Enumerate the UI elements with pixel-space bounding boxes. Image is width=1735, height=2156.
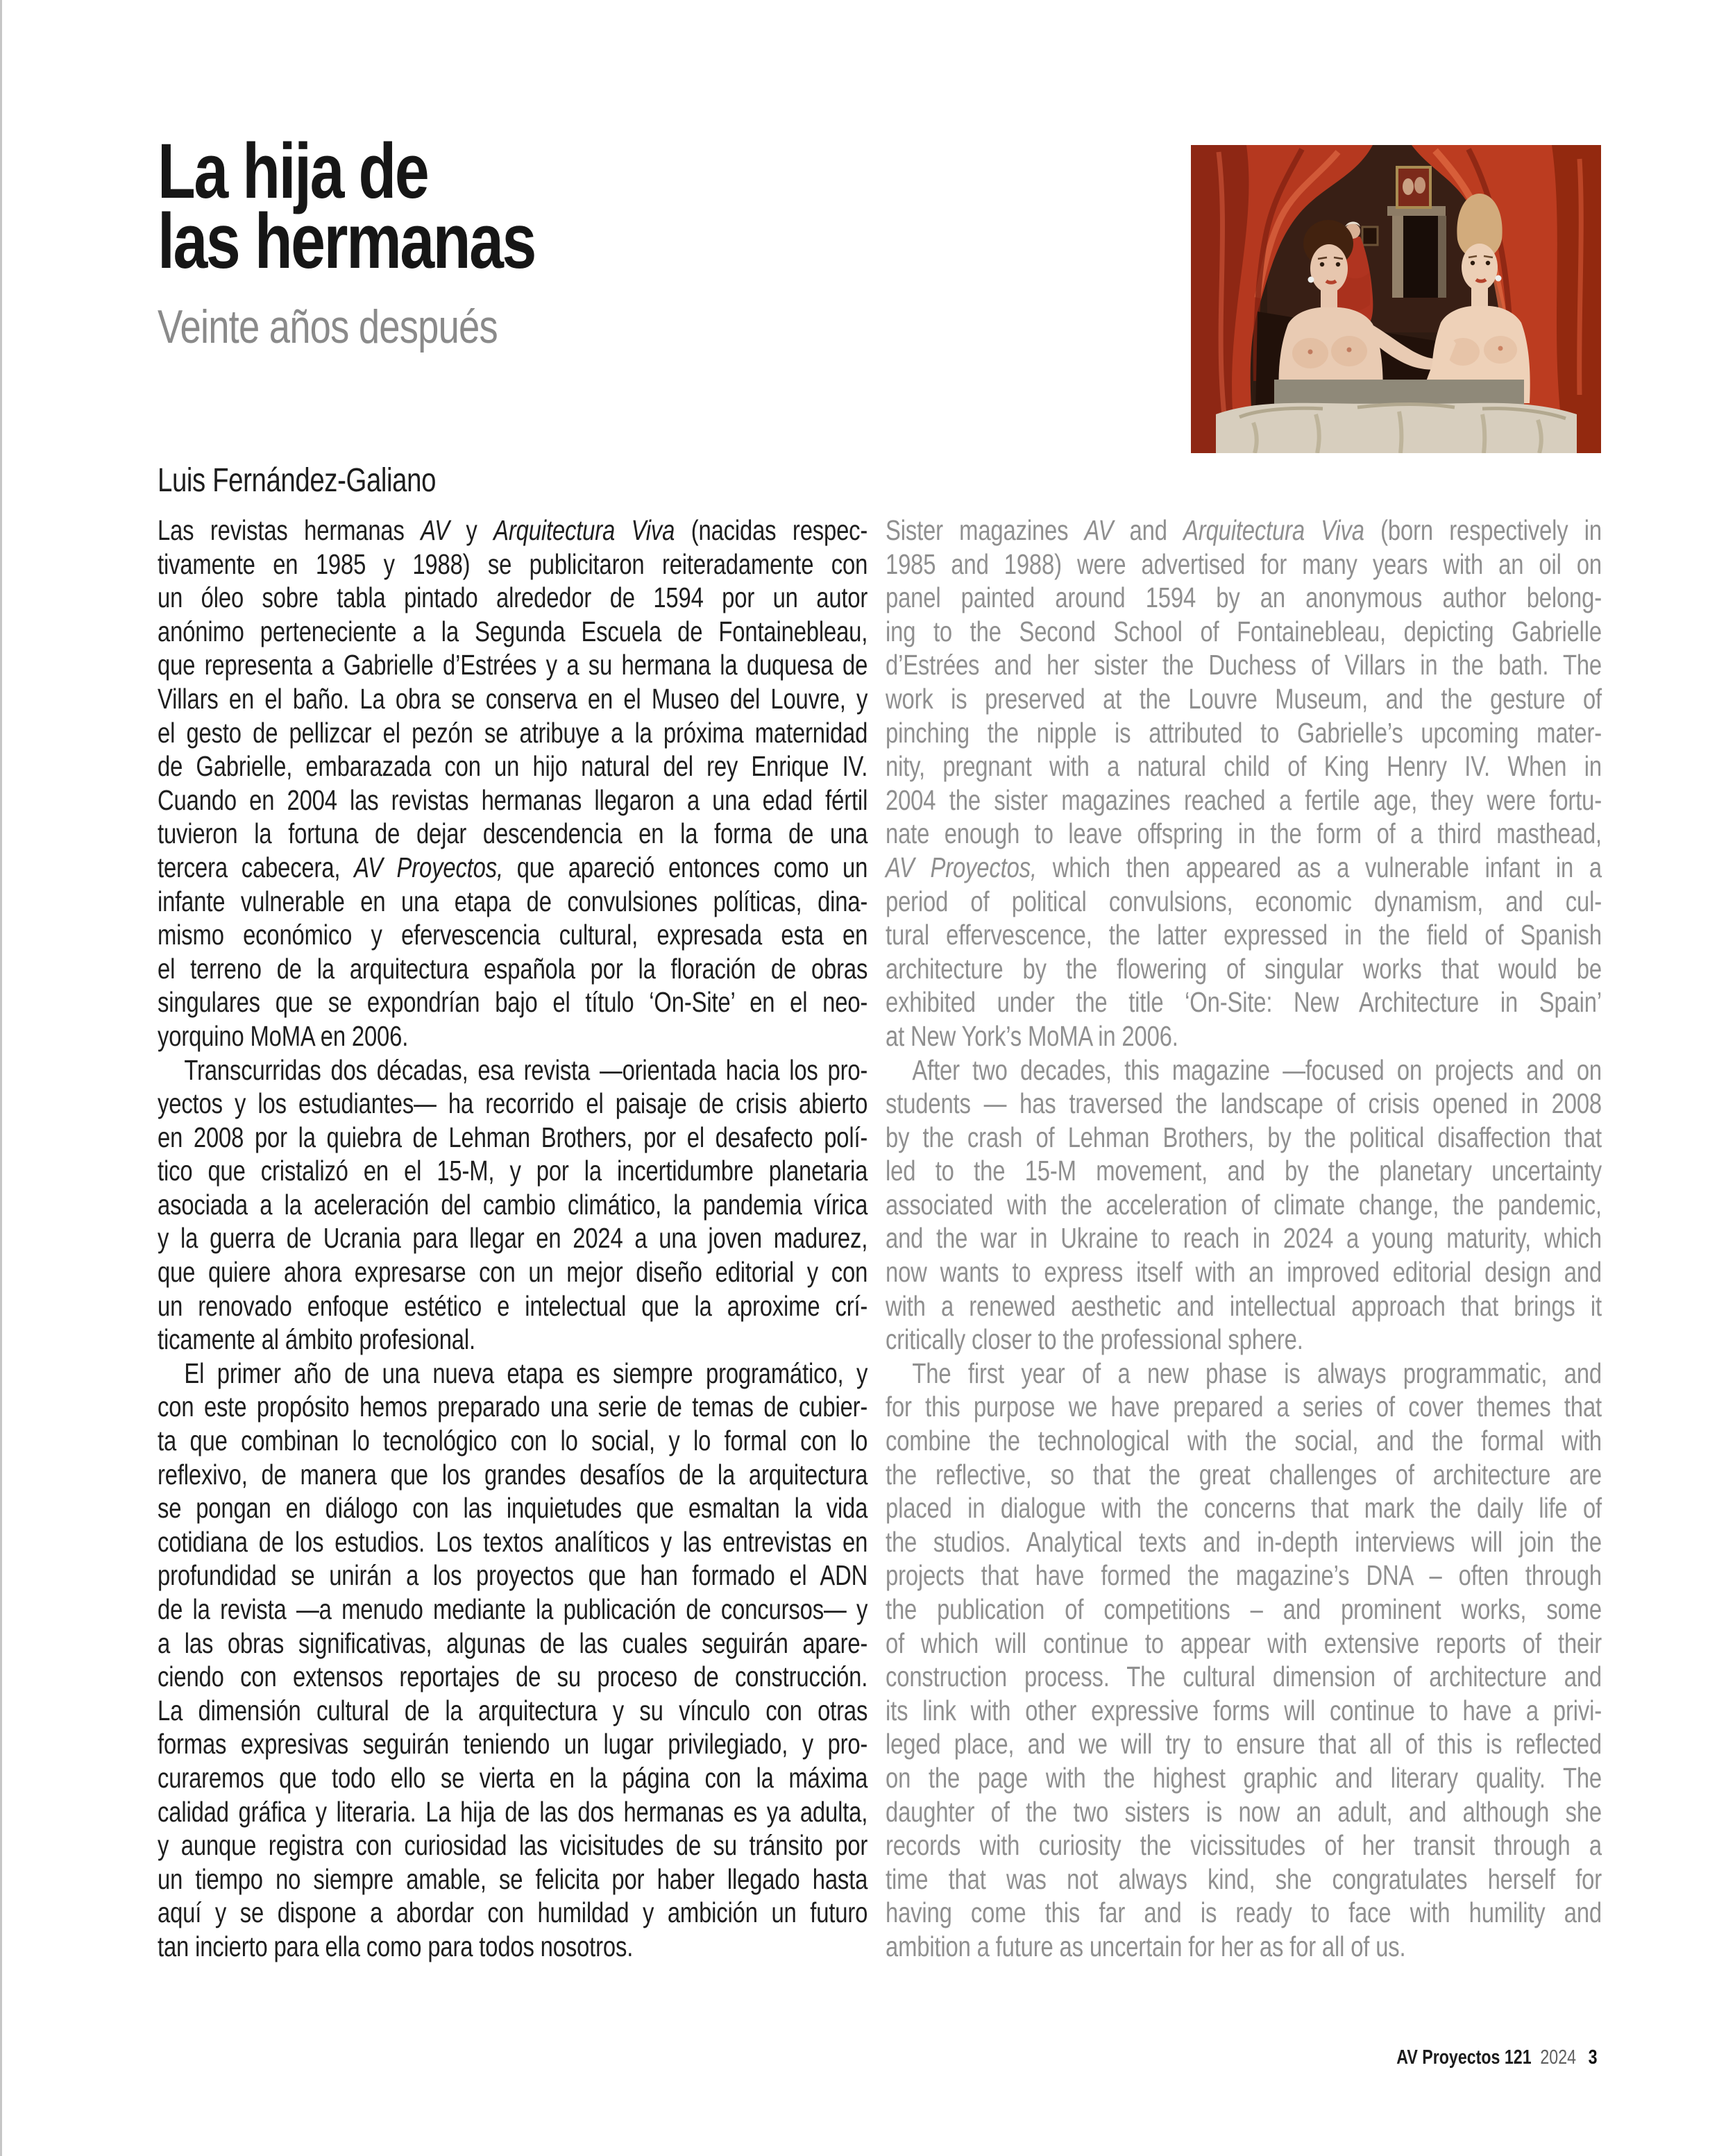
footer-magazine-issue: AV Proyectos 121 [1396,2046,1532,2069]
author-name: Luis Fernández-Galiano [158,462,437,499]
text-line: leged place, and we will try to ensure that all of this is reflected [886,1728,1602,1760]
text-line: ciendo con extensos reportajes de su proceso de construcción. [158,1661,868,1693]
text-line: ticamente al ámbito profesional. [158,1323,475,1356]
text-line: nate enough to leave offspring in the form of a third masthead, [886,817,1602,850]
text-line: 1985 and 1988) were advertised for many years with an oil on [886,548,1602,580]
article-subtitle: Veinte años después [158,300,498,353]
text-line: led to the 15-M movement, and by the planetary uncertainty [886,1155,1602,1187]
page-edge-line [0,0,2,2156]
text-line: with a renewed aesthetic and intellectual approach that brings it [886,1289,1602,1322]
text-line: profundidad se unirán a los proyectos que han formado el ADN [158,1559,868,1592]
text-line: un renovado enfoque estético e intelectual que la aproxime crí- [158,1289,868,1322]
text-line: formas expresivas seguirán teniendo un lugar privilegiado, y pro- [158,1728,868,1760]
text-line: d’Estrées and her sister the Duchess of Villars in the bath. The [886,649,1602,681]
text-line: by the crash of Lehman Brothers, by the political disaffection that [886,1121,1602,1153]
text-line: yorquino MoMA en 2006. [158,1019,409,1052]
text-line: daughter of the two sisters is now an adult, and although she [886,1795,1602,1828]
text-line: un óleo sobre tabla pintado alrededor de 1594 por un autor [158,582,868,614]
page-footer [1397,2046,1598,2069]
text-line: on the page with the highest graphic and literary quality. The [886,1761,1602,1794]
text-line: curaremos que todo ello se vierta en la página con la máxima [158,1761,868,1794]
text-line: y aunque registra con curiosidad las vicisitudes de su tránsito por [158,1829,868,1862]
text-line: que representa a Gabrielle d’Estrées y a su hermana la duquesa de [158,649,868,681]
text-line: reflexivo, de manera que los grandes desafíos de la arquitectura [158,1458,868,1491]
text-line: critically closer to the professional sphere. [886,1323,1303,1356]
text-line: aquí y se dispone a abordar con humildad y ambición un futuro [158,1896,868,1929]
english-text-column [886,513,1602,1964]
text-line: Cuando en 2004 las revistas hermanas llegaron a una edad fértil [158,783,868,816]
text-line: mismo económico y efervescencia cultural, expresada esta en [158,919,868,951]
text-line: Transcurridas dos décadas, esa revista —orientada hacia los pro- [184,1053,868,1086]
text-line: singulares que se expondrían bajo el título ‘On-Site’ en el neo- [158,986,868,1019]
text-line: ta que combinan lo tecnológico con lo social, y lo formal con lo [158,1425,868,1457]
article-subtitle-block [158,301,498,353]
text-line: of which will continue to appear with extensive reports of their [886,1627,1602,1659]
text-line: for this purpose we have prepared a series of cover themes that [886,1391,1602,1423]
spanish-text-column [158,513,867,1964]
text-line: the publication of competitions – and prominent works, some [886,1593,1602,1625]
text-line: tural effervescence, the latter expressed in the field of Spanish [886,919,1602,951]
text-line: asociada a la aceleración del cambio climático, la pandemia vírica [158,1188,868,1221]
text-line: se pongan en diálogo con las inquietudes que esmaltan la vida [158,1492,868,1525]
text-line: el terreno de la arquitectura española por la floración de obras [158,952,868,985]
text-line: architecture by the flowering of singular works that would be [886,952,1602,985]
text-line: en 2008 por la quiebra de Lehman Brothers, por el desafecto polí- [158,1121,868,1153]
text-line: calidad gráfica y literaria. La hija de las dos hermanas es ya adulta, [158,1795,868,1828]
text-line: now wants to express itself with an improved editorial design and [886,1256,1602,1289]
text-line: records with curiosity the vicissitudes of her transit through a [886,1829,1602,1862]
text-line: tico que cristalizó en el 15-M, y por la incertidumbre planetaria [158,1155,868,1187]
text-line: pinching the nipple is attributed to Gabrielle’s upcoming mater- [886,716,1602,749]
article-author-block [158,462,436,500]
text-line: de Gabrielle, embarazada con un hijo natural del rey Enrique IV. [158,750,868,783]
text-line: tuvieron la fortuna de dejar descendencia en la forma de una [158,817,868,850]
text-line: time that was not always kind, she congratulates herself for [886,1862,1602,1895]
text-line: nity, pregnant with a natural child of King Henry IV. When in [886,750,1602,783]
footer-year: 2024 [1540,2046,1577,2069]
text-line: La dimensión cultural de la arquitectura y su vínculo con otras [158,1694,868,1726]
text-line: its link with other expressive forms will continue to have a privi- [886,1694,1602,1726]
text-line: work is preserved at the Louvre Museum, and the gesture of [886,682,1602,715]
text-line: associated with the acceleration of climate change, the pandemic, [886,1188,1602,1221]
text-line: 2004 the sister magazines reached a fertile age, they were fortu- [886,783,1602,816]
text-line: de la revista —a menudo mediante la publicación de concursos— y [158,1593,868,1625]
text-line: tivamente en 1985 y 1988) se publicitaron reiteradamente con [158,548,868,580]
text-line: exhibited under the title ‘On-Site: New Architecture in Spain’ [886,986,1602,1019]
text-line: panel painted around 1594 by an anonymous author belong- [886,582,1602,614]
text-line: construction process. The cultural dimension of architecture and [886,1661,1602,1693]
text-line: placed in dialogue with the concerns that mark the daily life of [886,1492,1602,1525]
text-line: ambition a future as uncertain for her as for all of us. [886,1930,1406,1962]
text-line: the studios. Analytical texts and in-depth interviews will join the [886,1525,1602,1558]
text-line: el gesto de pellizcar el pezón se atribuye a la próxima maternidad [158,716,868,749]
text-line: Las revistas hermanas AV y Arquitectura Viva (nacidas respec- [158,514,868,546]
painting-wall-mirror [1362,227,1378,245]
text-line: After two decades, this magazine —focused on projects and on [912,1053,1602,1086]
text-line: un tiempo no siempre amable, se felicita por haber llegado hasta [158,1862,868,1895]
text-line: Villars en el baño. La obra se conserva en el Museo del Louvre, y [158,682,868,715]
painting-gabrielle-destrees [1191,145,1601,453]
text-line: tercera cabecera, AV Proyectos, que apareció entonces como un [158,851,868,883]
painting-framed-picture [1397,167,1430,207]
text-line: AV Proyectos, which then appeared as a vulnerable infant in a [886,851,1602,883]
text-line: anónimo perteneciente a la Segunda Escuela de Fontainebleau, [158,615,868,647]
text-line: con este propósito hemos preparado una serie de temas de cubier- [158,1391,868,1423]
text-line: and the war in Ukraine to reach in 2024 a young maturity, which [886,1222,1602,1255]
text-line: y la guerra de Ucrania para llegar en 2024 a una joven madurez, [158,1222,868,1255]
text-line: projects that have formed the magazine’s DNA – often through [886,1559,1602,1592]
text-line: ing to the Second School of Fontainebleau, depicting Gabrielle [886,615,1602,647]
text-line: infante vulnerable en una etapa de convulsiones políticas, dina- [158,885,868,917]
text-line: at New York’s MoMA in 2006. [886,1019,1178,1052]
painting-fireplace [1387,206,1446,298]
text-line: yectos y los estudiantes— ha recorrido el paisaje de crisis abierto [158,1087,868,1120]
article-title-block [158,128,535,285]
text-line: cotidiana de los estudios. Los textos analíticos y las entrevistas en [158,1525,868,1558]
text-line: combine the technological with the social, and the formal with [886,1425,1602,1457]
text-line: students — has traversed the landscape of crisis opened in 2008 [886,1087,1602,1120]
text-line: que quiere ahora expresarse con un mejor diseño editorial y con [158,1256,868,1289]
text-line: tan incierto para ella como para todos nosotros. [158,1930,634,1962]
footer-page-number: 3 [1589,2046,1598,2069]
text-line: The first year of a new phase is always programmatic, and [912,1357,1602,1389]
article-title-line2: las hermanas [158,198,535,285]
text-line: having come this far and is ready to face with humility and [886,1896,1602,1929]
text-line: El primer año de una nueva etapa es siempre programático, y [184,1357,868,1389]
article-title-line1: La hija de [158,128,428,214]
text-line: Sister magazines AV and Arquitectura Viva (born respectively in [886,514,1602,546]
text-line: period of political convulsions, economic dynamism, and cul- [886,885,1602,917]
text-line: the reflective, so that the great challenges of architecture are [886,1458,1602,1491]
text-line: a las obras significativas, algunas de las cuales seguirán apare- [158,1627,868,1659]
